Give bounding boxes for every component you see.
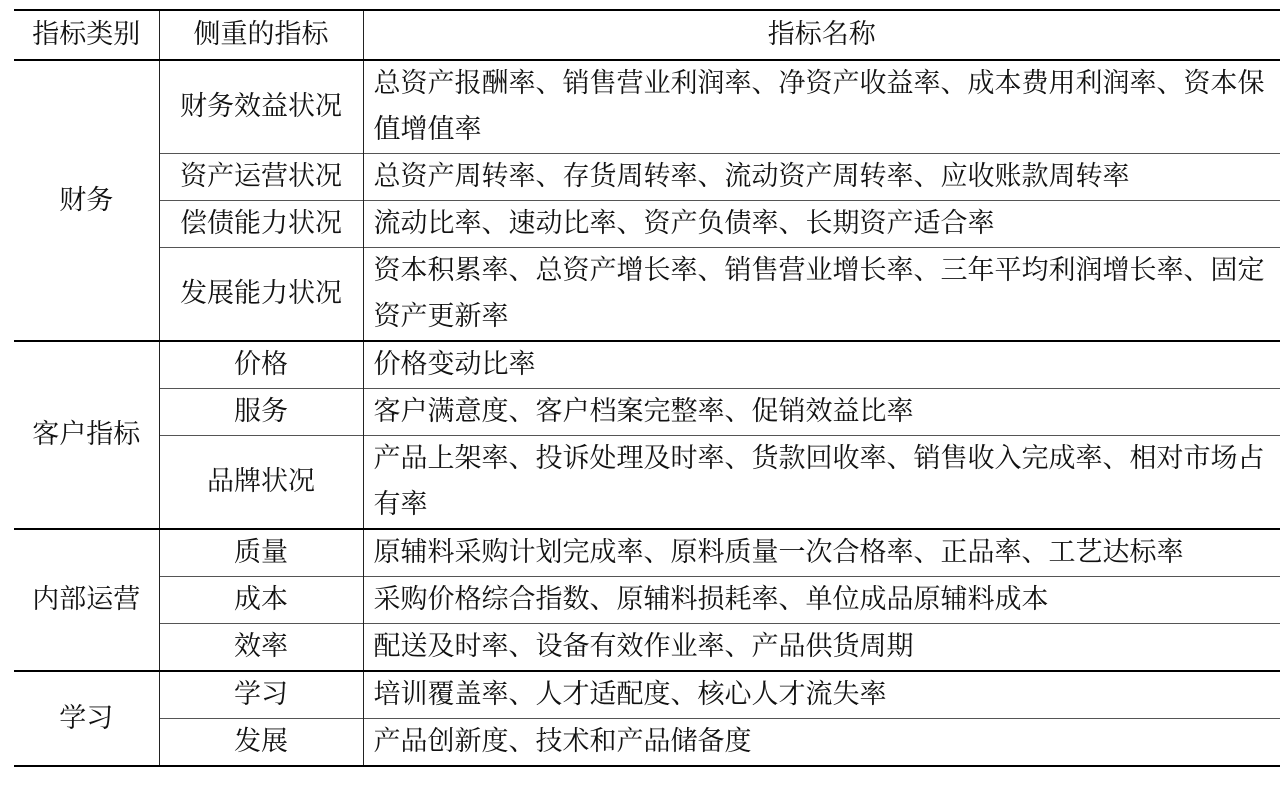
focus-cell: 价格 (159, 341, 363, 389)
table-row (14, 154, 1280, 201)
focus-cell: 品牌状况 (159, 436, 363, 530)
table-row (14, 529, 1280, 577)
focus-cell: 发展 (159, 719, 363, 767)
table-row (14, 436, 1280, 530)
names-cell: 原辅料采购计划完成率、原料质量一次合格率、正品率、工艺达标率 (363, 529, 1280, 577)
focus-cell: 质量 (159, 529, 363, 577)
header-names: 指标名称 (363, 10, 1280, 60)
table-row (14, 671, 1280, 719)
table-row (14, 248, 1280, 342)
category-customer: 客户指标 (14, 341, 159, 529)
header-row (14, 10, 1280, 60)
focus-cell: 成本 (159, 577, 363, 624)
focus-cell: 资产运营状况 (159, 154, 363, 201)
category-finance: 财务 (14, 60, 159, 341)
names-cell: 采购价格综合指数、原辅料损耗率、单位成品原辅料成本 (363, 577, 1280, 624)
names-cell: 培训覆盖率、人才适配度、核心人才流失率 (363, 671, 1280, 719)
names-cell: 资本积累率、总资产增长率、销售营业增长率、三年平均利润增长率、固定资产更新率 (363, 248, 1280, 342)
focus-cell: 偿债能力状况 (159, 201, 363, 248)
names-cell: 价格变动比率 (363, 341, 1280, 389)
table-row (14, 624, 1280, 672)
category-internal-operations: 内部运营 (14, 529, 159, 671)
table-row (14, 389, 1280, 436)
table-row (14, 341, 1280, 389)
focus-cell: 财务效益状况 (159, 60, 363, 154)
focus-cell: 学习 (159, 671, 363, 719)
table-row (14, 719, 1280, 767)
names-cell: 产品上架率、投诉处理及时率、货款回收率、销售收入完成率、相对市场占有率 (363, 436, 1280, 530)
category-learning: 学习 (14, 671, 159, 766)
names-cell: 总资产报酬率、销售营业利润率、净资产收益率、成本费用利润率、资本保值增值率 (363, 60, 1280, 154)
names-cell: 流动比率、速动比率、资产负债率、长期资产适合率 (363, 201, 1280, 248)
focus-cell: 服务 (159, 389, 363, 436)
focus-cell: 发展能力状况 (159, 248, 363, 342)
table-row (14, 577, 1280, 624)
table-row (14, 60, 1280, 154)
header-category: 指标类别 (14, 10, 159, 60)
indicator-table (14, 9, 1280, 767)
focus-cell: 效率 (159, 624, 363, 672)
header-focus: 侧重的指标 (159, 10, 363, 60)
names-cell: 客户满意度、客户档案完整率、促销效益比率 (363, 389, 1280, 436)
names-cell: 总资产周转率、存货周转率、流动资产周转率、应收账款周转率 (363, 154, 1280, 201)
names-cell: 配送及时率、设备有效作业率、产品供货周期 (363, 624, 1280, 672)
names-cell: 产品创新度、技术和产品储备度 (363, 719, 1280, 767)
table-row (14, 201, 1280, 248)
